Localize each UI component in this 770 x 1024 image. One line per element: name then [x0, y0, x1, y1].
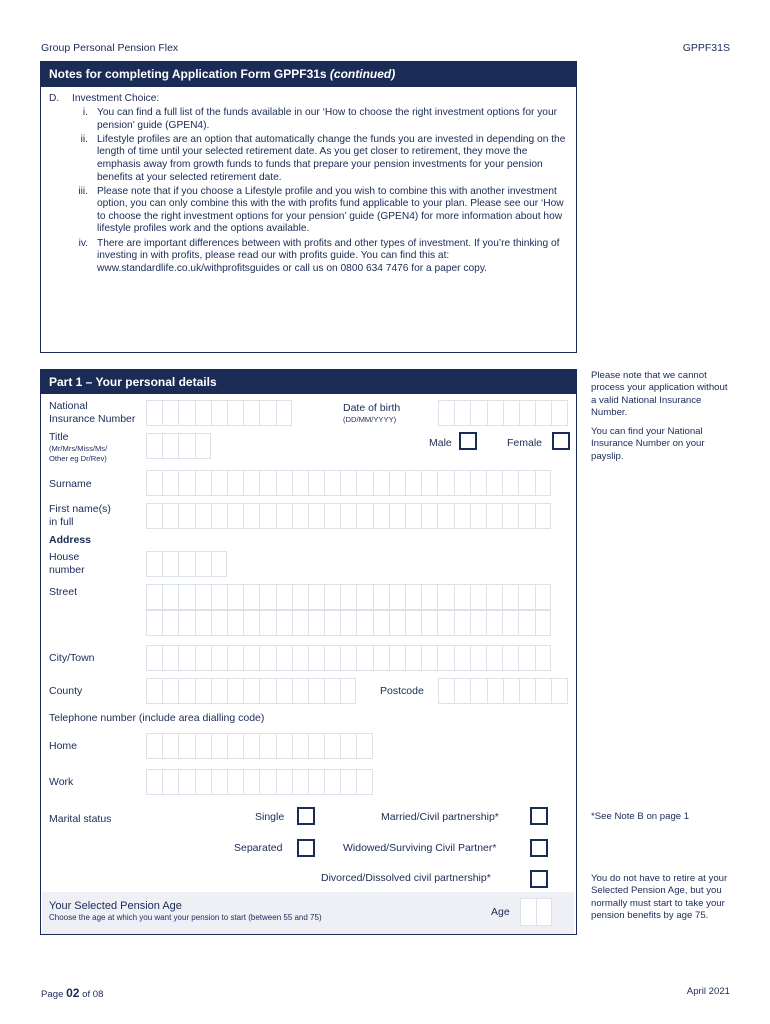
- house-number-input[interactable]: [146, 551, 227, 577]
- street-input-line1[interactable]: [146, 584, 551, 610]
- ni-label-line2: Insurance Number: [49, 413, 136, 425]
- pension-age-band: [42, 892, 574, 934]
- ni-number-input[interactable]: [146, 400, 292, 426]
- female-label: Female: [507, 437, 543, 449]
- dob-label: [343, 402, 400, 425]
- work-phone-label: Work: [49, 776, 74, 788]
- house-number-label: [49, 551, 85, 577]
- page-prefix: Page: [41, 989, 67, 1000]
- ni-label: [49, 400, 135, 426]
- surname-label: Surname: [49, 478, 92, 490]
- married-label: Married/Civil partnership*: [381, 811, 499, 823]
- postcode-label: Postcode: [380, 685, 424, 697]
- title-hint-line2: Other eg Dr/Rev): [49, 453, 107, 463]
- pension-age-input[interactable]: [520, 898, 552, 926]
- document-date: April 2021: [686, 986, 730, 997]
- notes-title: Notes for completing Application Form GPPF31s: [49, 67, 330, 81]
- section-title: Investment Choice:: [72, 93, 160, 104]
- firstname-input[interactable]: [146, 503, 551, 529]
- divorced-label: Divorced/Dissolved civil partnership*: [321, 872, 491, 884]
- work-phone-input[interactable]: [146, 769, 373, 795]
- note-number: i.: [82, 107, 88, 119]
- telephone-label: Telephone number (include area dialling code): [49, 712, 265, 724]
- widowed-label: Widowed/Surviving Civil Partner*: [343, 842, 497, 854]
- age-label: Age: [491, 906, 510, 918]
- county-label: County: [49, 685, 83, 697]
- surname-input[interactable]: [146, 470, 551, 496]
- note-item: [49, 186, 568, 236]
- house-label-line1: House: [49, 551, 80, 563]
- married-checkbox[interactable]: [530, 807, 548, 825]
- document-series-title: Group Personal Pension Flex: [41, 42, 179, 54]
- retire-note: You do not have to retire at your Selected Pension Age, but you normally must start to take your pension benefits by age 75.: [591, 873, 728, 922]
- page-number: [41, 986, 103, 1000]
- ni-label-line1: National: [49, 400, 88, 412]
- note-number: ii.: [80, 133, 88, 145]
- city-input[interactable]: [146, 645, 551, 671]
- address-heading: Address: [49, 534, 92, 546]
- note-item: [49, 107, 568, 132]
- part1-title: Part 1 – Your personal details: [41, 370, 576, 394]
- note-text: Lifestyle profiles are an option that automatically change the funds you are invested in depending on the length of time until your selected retirement date. As you get closer to retirement, they move the emphasis away from growth funds to funds that prepare your pension investments for your pension benefits at your selected retirement date.: [97, 133, 566, 183]
- divorced-checkbox[interactable]: [530, 870, 548, 888]
- notes-title-bar: [41, 62, 576, 87]
- dob-label-text: Date of birth: [343, 402, 401, 414]
- home-phone-input[interactable]: [146, 733, 373, 759]
- payslip-note: You can find your National Insurance Number on your payslip.: [591, 426, 705, 462]
- pension-age-hint: Choose the age at which you want your pension to start (between 55 and 75): [49, 913, 322, 922]
- home-phone-label: Home: [49, 740, 78, 752]
- dob-format-hint: (DD/MM/YYYY): [343, 415, 397, 424]
- note-text: Please note that if you choose a Lifestyle profile and you wish to combine this with another investment option, you can only combine this with the with profits fund applicable to your plan. Please see our ‘How to choose the right investment options for your pension’ guide (GPEN4) for more information about how lifestyle profiles work and the options available.: [97, 185, 564, 235]
- section-heading: [49, 93, 568, 106]
- personal-details-section: [40, 369, 577, 935]
- marital-status-label: Marital status: [49, 813, 112, 825]
- title-label-text: Title: [49, 431, 69, 443]
- street-label: Street: [49, 586, 78, 598]
- firstname-label: [49, 503, 111, 529]
- street-input-line2[interactable]: [146, 610, 551, 636]
- note-item: [49, 238, 568, 276]
- pension-age-title: Your Selected Pension Age: [49, 900, 182, 912]
- widowed-checkbox[interactable]: [530, 839, 548, 857]
- ni-note: Please note that we cannot process your application without a valid National Insurance Number.: [591, 370, 728, 419]
- dob-input[interactable]: [438, 400, 568, 426]
- page-current: 02: [66, 986, 80, 1000]
- note-number: iv.: [78, 237, 88, 249]
- firstname-label-line1: First name(s): [49, 503, 111, 515]
- postcode-input[interactable]: [438, 678, 568, 704]
- male-label: Male: [429, 437, 452, 449]
- separated-label: Separated: [234, 842, 283, 854]
- note-number: iii.: [78, 185, 88, 197]
- note-text: You can find a full list of the funds available in our ‘How to choose the right investment options for your pension’ guide (GPEN4).: [97, 107, 558, 131]
- single-label: Single: [255, 811, 285, 823]
- title-hint-line1: (Mr/Mrs/Miss/Ms/: [49, 444, 108, 453]
- single-checkbox[interactable]: [297, 807, 315, 825]
- title-label: [49, 431, 107, 463]
- note-text: There are important differences between with profits and other types of investment. If you’re thinking of investing in with profits, please read our with profits guide. You can find this at: www.standardlife.co.uk/withprofitsguides or call us on 0800 634 7476 for a paper copy.: [97, 237, 560, 274]
- note-item: [49, 134, 568, 184]
- male-checkbox[interactable]: [459, 432, 477, 450]
- page-total: of 08: [79, 989, 104, 1000]
- separated-checkbox[interactable]: [297, 839, 315, 857]
- title-input[interactable]: [146, 433, 211, 459]
- notes-section: [40, 61, 577, 353]
- female-checkbox[interactable]: [552, 432, 570, 450]
- house-label-line2: number: [49, 564, 85, 576]
- county-input[interactable]: [146, 678, 356, 704]
- notes-title-continued: (continued): [329, 67, 396, 81]
- city-label: City/Town: [49, 652, 95, 664]
- firstname-label-line2: in full: [49, 516, 74, 528]
- section-letter: D.: [49, 93, 60, 104]
- form-code: GPPF31S: [682, 42, 730, 54]
- marital-note: *See Note B on page 1: [591, 811, 690, 822]
